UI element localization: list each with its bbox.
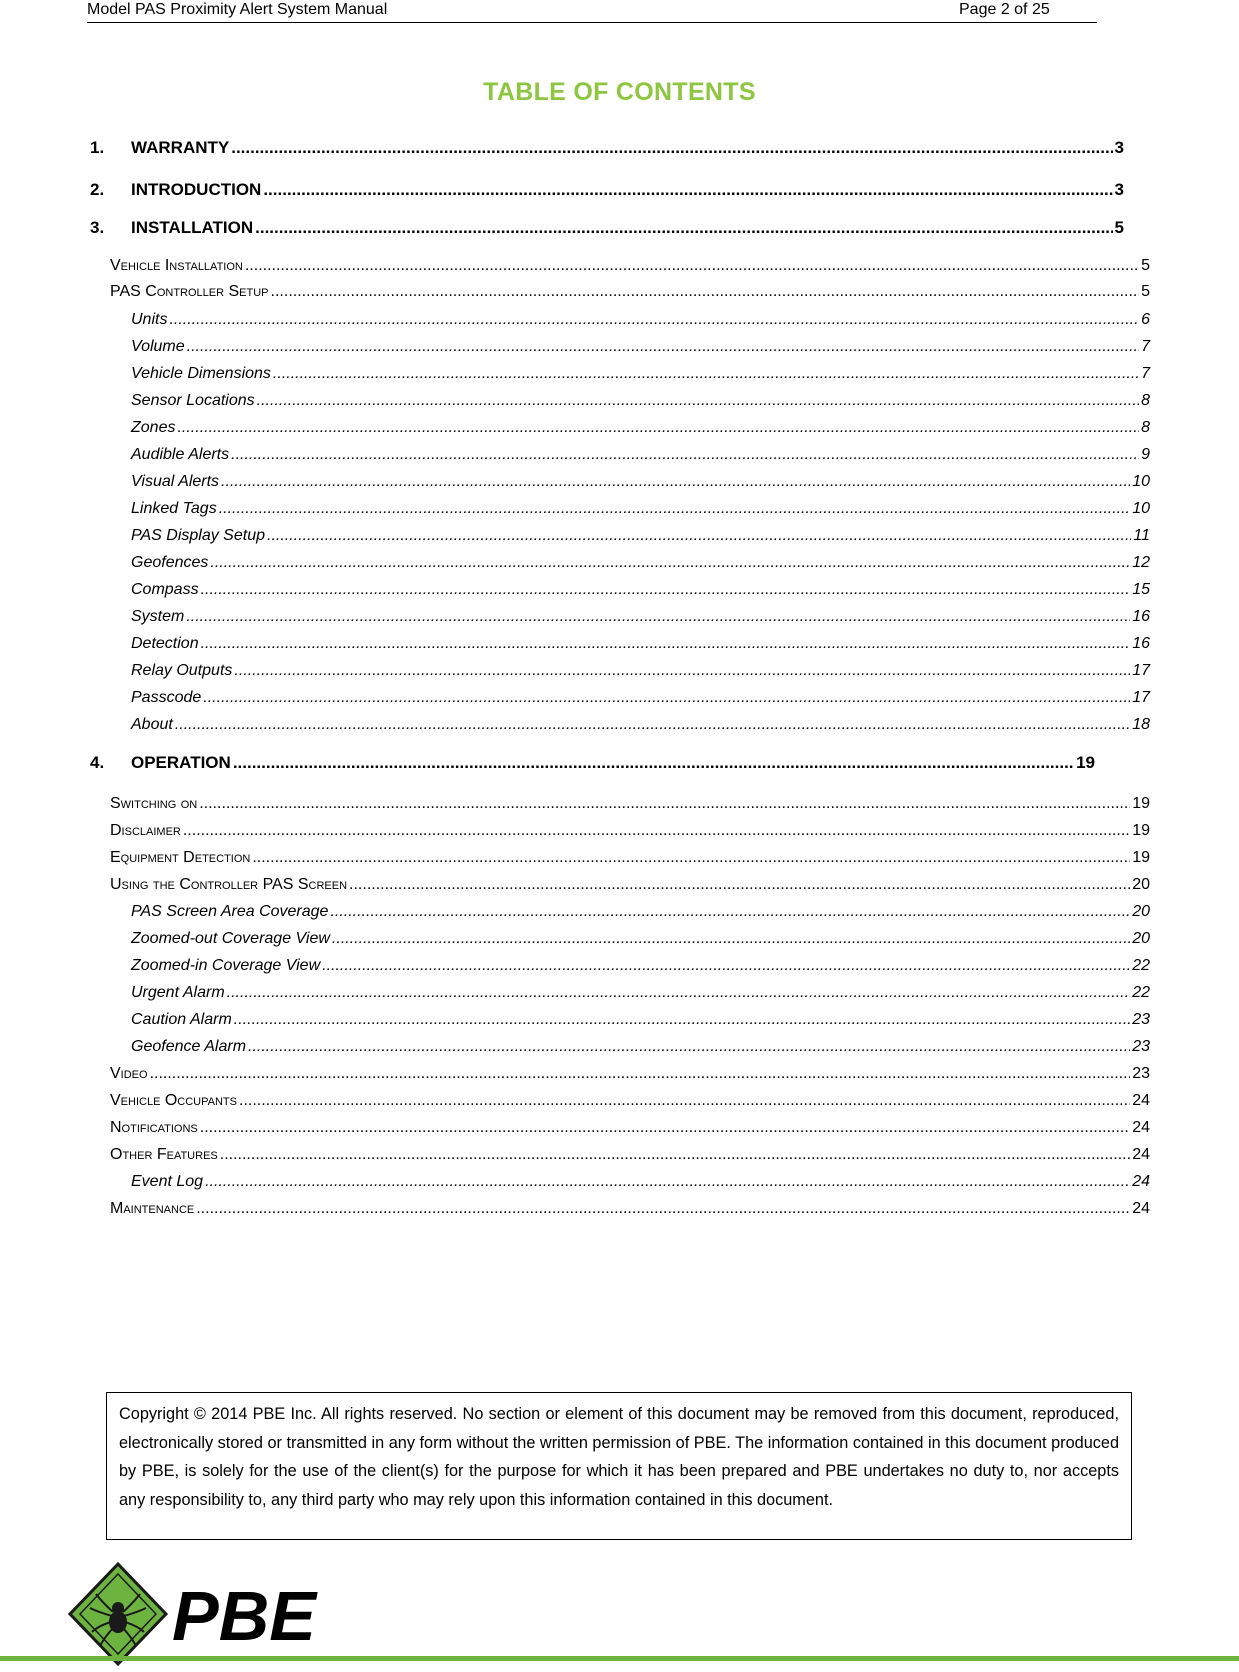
toc-entry[interactable] [131,662,1150,680]
toc-entry-page: 6 [1141,311,1150,328]
toc-entry[interactable] [131,581,1150,599]
toc-entry[interactable] [90,138,1124,158]
toc-entry-label: System [131,608,185,625]
toc-entry-page: 23 [1132,1065,1150,1082]
toc-entry[interactable] [131,957,1150,975]
toc-entry-page: 10 [1132,473,1150,490]
toc-entry[interactable] [131,689,1150,707]
toc-entry-label: PAS Display Setup [131,527,265,544]
toc-dot-leader [169,311,1139,329]
toc-entry-page: 5 [1114,218,1124,237]
toc-dot-leader [205,1173,1130,1191]
toc-entry[interactable] [110,257,1150,275]
toc-dot-leader [231,446,1139,464]
toc-entry-label: Linked Tags [131,500,217,517]
toc-entry[interactable] [131,903,1150,921]
toc-entry-label: Equipment Detection [110,849,251,866]
pbe-logo [68,1562,340,1667]
toc-entry-page: 9 [1141,446,1150,463]
toc-heading: TABLE OF CONTENTS [483,78,756,106]
toc-entry[interactable] [110,1065,1150,1083]
toc-entry-page: 22 [1132,957,1150,974]
toc-entry-label: Zoomed-out Coverage View [131,930,330,947]
toc-entry-label: Video [110,1065,148,1082]
toc-entry-label: Other Features [110,1146,218,1163]
toc-entry-page: 19 [1076,753,1095,772]
toc-entry-label: Volume [131,338,185,355]
toc-dot-leader [267,527,1131,545]
toc-entry-page: 8 [1141,419,1150,436]
toc-entry[interactable] [131,1173,1150,1191]
toc-entry-label: Geofences [131,554,209,571]
toc-entry-page: 3 [1114,138,1124,157]
toc-entry-label: Vehicle Dimensions [131,365,271,382]
toc-entry-label: Switching on [110,795,198,812]
document-title: Model PAS Proximity Alert System Manual [87,1,388,18]
toc-entry-label: About [131,716,173,733]
toc-entry-label: Audible Alerts [131,446,230,463]
toc-entry[interactable] [131,635,1150,653]
toc-entry[interactable] [131,473,1150,491]
toc-entry-page: 20 [1132,930,1150,947]
toc-dot-leader [257,392,1139,410]
toc-dot-leader [177,419,1139,437]
toc-dot-leader [263,180,1112,200]
toc-entry-label: Caution Alarm [131,1011,232,1028]
toc-entry-page: 3 [1114,180,1124,199]
toc-entry-page: 19 [1132,795,1150,812]
toc-entry-label: Vehicle Occupants [110,1092,237,1109]
toc-dot-leader [233,753,1074,773]
toc-entry[interactable] [131,446,1150,464]
toc-entry-label: Detection [131,635,199,652]
toc-entry-label: PAS Screen Area Coverage [131,903,329,920]
toc-entry-number: 3. [90,218,105,237]
toc-entry-page: 23 [1132,1038,1150,1055]
toc-entry[interactable] [90,180,1124,200]
toc-entry[interactable] [131,338,1150,356]
toc-entry-label: INTRODUCTION [131,180,262,199]
toc-dot-leader [245,257,1139,275]
toc-entry-page: 16 [1132,608,1150,625]
toc-entry[interactable] [110,795,1150,813]
toc-entry-number: 2. [90,180,105,199]
toc-dot-leader [255,218,1112,238]
toc-dot-leader [234,1011,1130,1029]
svg-text:PBE: PBE [172,1577,316,1655]
toc-dot-leader [322,957,1130,975]
toc-entry-page: 24 [1132,1146,1150,1163]
toc-entry-page: 18 [1132,716,1150,733]
toc-entry[interactable] [131,527,1150,545]
toc-entry-page: 22 [1132,984,1150,1001]
toc-entry-page: 12 [1132,554,1150,571]
toc-dot-leader [200,1119,1130,1137]
toc-entry[interactable] [90,753,1095,773]
toc-entry-page: 19 [1132,849,1150,866]
toc-entry-label: Zones [131,419,176,436]
toc-entry[interactable] [131,554,1150,572]
toc-dot-leader [187,338,1139,356]
toc-dot-leader [248,1038,1130,1056]
toc-entry-page: 5 [1141,283,1150,300]
toc-entry[interactable] [110,876,1150,894]
toc-entry-label: Disclaimer [110,822,181,839]
toc-entry[interactable] [90,218,1124,238]
footer-line [0,1656,1239,1661]
toc-entry-page: 16 [1132,635,1150,652]
toc-dot-leader [201,635,1131,653]
toc-entry-label: Maintenance [110,1200,195,1217]
toc-dot-leader [234,662,1130,680]
toc-dot-leader [231,138,1112,158]
toc-entry-label: Sensor Locations [131,392,255,409]
toc-entry[interactable] [131,419,1150,437]
toc-dot-leader [252,849,1130,867]
toc-entry[interactable] [131,1011,1150,1029]
copyright-notice: Copyright © 2014 PBE Inc. All rights reserved. No section or element of this document may be removed from this document, reproduced, electronically stored or transmitted in any form without the written permission of PBE. The information contained in this document produced by PBE, is solely for the use of the client(s) for the purpose for which it has been prepared and PBE undertakes no duty to, nor accepts any responsibility to, any third party who may rely upon this information contained in this document. [106,1392,1132,1540]
toc-entry-label: WARRANTY [131,138,230,157]
toc-dot-leader [203,689,1130,707]
toc-entry-label: PAS Controller Setup [110,283,269,300]
toc-dot-leader [220,1146,1130,1164]
toc-entry-label: Units [131,311,168,328]
toc-entry-page: 8 [1141,392,1150,409]
toc-entry-page: 24 [1132,1119,1150,1136]
toc-entry-page: 7 [1141,338,1150,355]
toc-dot-leader [227,984,1131,1002]
page-header [87,0,1097,23]
toc-entry[interactable] [131,930,1150,948]
toc-entry-label: INSTALLATION [131,218,254,237]
toc-dot-leader [221,473,1130,491]
toc-entry-page: 17 [1132,662,1150,679]
toc-entry-page: 24 [1132,1092,1150,1109]
toc-dot-leader [239,1092,1130,1110]
toc-entry-label: Using the Controller PAS Screen [110,876,348,893]
toc-dot-leader [271,283,1140,301]
toc-entry-page: 5 [1141,257,1150,274]
toc-entry[interactable] [131,716,1150,734]
toc-entry[interactable] [110,283,1150,301]
toc-dot-leader [150,1065,1131,1083]
toc-entry[interactable] [131,365,1150,383]
toc-entry-label: Geofence Alarm [131,1038,247,1055]
toc-entry[interactable] [131,311,1150,329]
page-number: Page 2 of 25 [959,1,1050,18]
spider-diamond-icon [68,1562,340,1667]
toc-entry-page: 10 [1132,500,1150,517]
toc-entry-page: 15 [1132,581,1150,598]
toc-entry-label: Zoomed-in Coverage View [131,957,321,974]
toc-dot-leader [210,554,1130,572]
toc-entry-label: Relay Outputs [131,662,233,679]
toc-entry-page: 7 [1141,365,1150,382]
toc-dot-leader [330,903,1130,921]
toc-dot-leader [186,608,1130,626]
toc-entry-label: Vehicle Installation [110,257,243,274]
toc-entry[interactable] [110,822,1150,840]
toc-dot-leader [332,930,1130,948]
toc-dot-leader [201,581,1131,599]
toc-entry[interactable] [131,500,1150,518]
toc-entry-page: 23 [1132,1011,1150,1028]
toc-entry-page: 17 [1132,689,1150,706]
toc-entry-number: 4. [90,753,105,772]
toc-entry-page: 11 [1133,527,1150,544]
toc-dot-leader [273,365,1139,383]
toc-dot-leader [199,795,1130,813]
toc-dot-leader [175,716,1130,734]
toc-entry[interactable] [110,1200,1150,1218]
toc-dot-leader [196,1200,1130,1218]
toc-entry-page: 19 [1132,822,1150,839]
toc-entry[interactable] [110,1146,1150,1164]
toc-entry-page: 24 [1132,1200,1150,1217]
toc-entry-label: Visual Alerts [131,473,220,490]
toc-entry-page: 20 [1132,876,1150,893]
toc-entry-label: Compass [131,581,199,598]
toc-dot-leader [183,822,1130,840]
toc-entry[interactable] [131,1038,1150,1056]
toc-entry[interactable] [131,984,1150,1002]
toc-entry-label: Passcode [131,689,202,706]
toc-dot-leader [349,876,1130,894]
toc-entry[interactable] [110,849,1150,867]
toc-entry-label: Event Log [131,1173,204,1190]
toc-entry[interactable] [110,1119,1150,1137]
toc-entry-label: Notifications [110,1119,198,1136]
toc-entry-page: 24 [1132,1173,1150,1190]
toc-entry[interactable] [131,392,1150,410]
toc-entry-label: Urgent Alarm [131,984,225,1001]
toc-dot-leader [219,500,1131,518]
toc-entry-number: 1. [90,138,105,157]
toc-entry-label: OPERATION [131,753,231,772]
toc-entry[interactable] [110,1092,1150,1110]
toc-entry-page: 20 [1132,903,1150,920]
toc-entry[interactable] [131,608,1150,626]
